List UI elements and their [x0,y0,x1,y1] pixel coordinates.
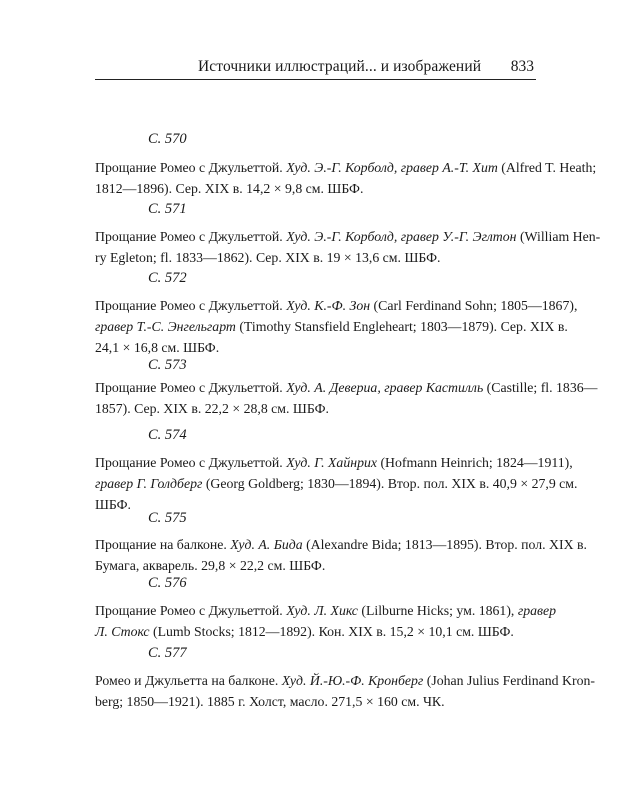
entry-line [95,157,597,178]
text-run: Прощание Ромео с Джульеттой. [95,229,287,244]
text-run: Прощание Ромео с Джульеттой. [95,298,287,313]
entry-line [95,226,601,247]
entry-line [95,295,578,316]
header-title: Источники иллюстраций... и изображений [198,58,482,75]
text-run: 24,1 × 16,8 см. ШБФ. [95,340,220,355]
entry-ref: С. 572 [148,270,187,286]
entry-ref: С. 577 [148,645,187,661]
text-run: (Georg Goldberg; 1830—1894). Втор. пол. XIX в. 40,9 × 27,9 см. [202,476,578,491]
text-run: Прощание Ромео с Джульеттой. [95,603,287,618]
italic-run: Худ. Г. Хайнрих [286,455,377,470]
italic-run: Худ. Й.-Ю.-Ф. Кронберг [281,673,424,688]
text-run: 1812—1896). Сер. XIX в. 14,2 × 9,8 см. ШБФ. [95,181,364,196]
entry-line [95,337,537,358]
entry-body [95,226,601,268]
entry-ref: С. 571 [148,201,187,217]
text-run: (William Hen- [516,229,601,244]
text-run: (Timothy Stansfield Engleheart; 1803—1879). Сер. XIX в. [235,319,568,334]
text-run: (Johan Julius Ferdinand Kron- [423,673,595,688]
entry-ref: С. 574 [148,427,187,443]
italic-run: Худ. Э.-Г. Корболд, гравер У.-Г. Эглтон [286,229,517,244]
text-run: (Lumb Stocks; 1812—1892). Кон. XIX в. 15,2 × 10,1 см. ШБФ. [149,624,514,639]
entry-line [95,534,587,555]
running-header [95,55,536,80]
entry-ref: С. 570 [148,131,187,147]
entry-line [95,670,595,691]
italic-run: Худ. А. Девериа, гравер Кастилль [286,380,484,395]
italic-run: Худ. Л. Хикс [286,603,358,618]
entry-ref: С. 576 [148,575,187,591]
entry-line [95,178,537,199]
italic-run: гравер [517,603,557,618]
entry-body [95,534,587,576]
text-run: berg; 1850—1921). 1885 г. Холст, масло. 271,5 × 160 см. ЧК. [95,694,445,709]
text-run: (Alfred T. Heath; [497,160,597,175]
entry-line [95,452,573,473]
entry-body [95,600,557,642]
italic-run: Худ. А. Бида [230,537,303,552]
text-run: ШБФ. [95,497,131,512]
text-run: (Hofmann Heinrich; 1824—1911), [377,455,573,470]
text-run: (Castille; fl. 1836— [483,380,598,395]
text-run: Прощание Ромео с Джульеттой. [95,455,287,470]
entry-line [95,691,537,712]
text-run: Бумага, акварель. 29,8 × 22,2 см. ШБФ. [95,558,326,573]
entry-line [95,316,568,337]
entry-line [95,377,598,398]
entry-line [95,555,537,576]
entry-body [95,295,578,358]
entry-body [95,670,595,712]
text-run: (Alexandre Bida; 1813—1895). Втор. пол. XIX в. [302,537,587,552]
text-run: Прощание Ромео с Джульеттой. [95,160,287,175]
text-run: 1857). Сер. XIX в. 22,2 × 28,8 см. ШБФ. [95,401,329,416]
italic-run: Л. Стокс [95,624,150,639]
entry-body [95,452,578,515]
text-run: Прощание на балконе. [95,537,231,552]
entry-line [95,621,537,642]
entry-line [95,398,537,419]
italic-run: Худ. К.-Ф. Зон [286,298,371,313]
entry-ref: С. 573 [148,357,187,373]
entry-line [95,600,557,621]
text-run: Прощание Ромео с Джульеттой. [95,380,287,395]
text-run: Ромео и Джульетта на балконе. [95,673,282,688]
entry-body [95,157,597,199]
entry-body [95,377,598,419]
italic-run: гравер Т.-С. Энгельгарт [95,319,236,334]
italic-run: Худ. Э.-Г. Корболд, гравер А.-Т. Хит [286,160,498,175]
text-run: (Carl Ferdinand Sohn; 1805—1867), [370,298,578,313]
entry-ref: С. 575 [148,510,187,526]
text-run: ry Egleton; fl. 1833—1862). Сер. XIX в. 19 × 13,6 см. ШБФ. [95,250,441,265]
text-run: (Lilburne Hicks; ум. 1861), [357,603,518,618]
page-number: 833 [510,58,534,75]
entry-line [95,247,537,268]
italic-run: гравер Г. Голдберг [95,476,203,491]
entry-line [95,473,578,494]
